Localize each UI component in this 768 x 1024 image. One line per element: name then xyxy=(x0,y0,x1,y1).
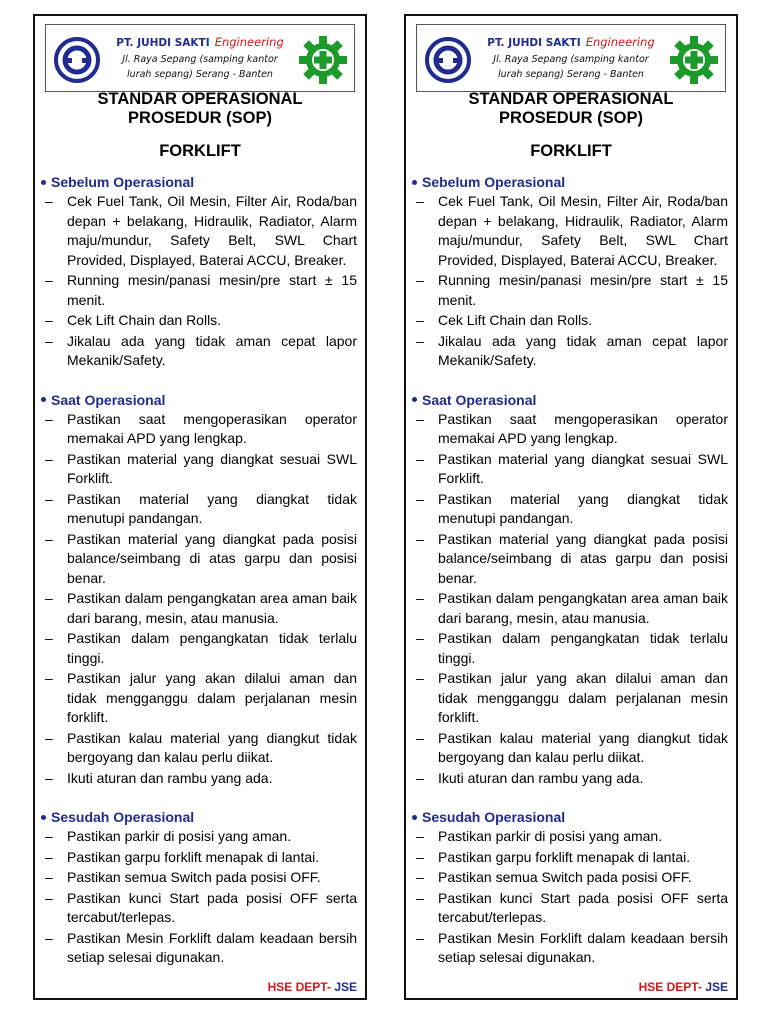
company-title xyxy=(477,31,665,50)
title-line-1: STANDAR OPERASIONAL xyxy=(97,90,303,108)
list-item xyxy=(406,629,736,668)
section-heading xyxy=(35,807,365,827)
section-before-operation xyxy=(406,172,736,371)
document-subtitle: FORKLIFT xyxy=(530,142,612,160)
company-address xyxy=(477,52,665,82)
address-line-2: lurah sepang) Serang - Banten xyxy=(127,69,273,80)
item-text: Pastikan dalam pengangkatan area aman baik dari barang, mesin, atau manusia. xyxy=(438,590,728,626)
item-text: Pastikan garpu forklift menapak di lantai. xyxy=(67,848,320,865)
item-text: Pastikan semua Switch pada posisi OFF. xyxy=(67,869,321,885)
list-item xyxy=(35,410,365,449)
item-text: Running mesin/panasi mesin/pre start ± 15 menit. xyxy=(438,272,728,308)
footer-dept: HSE DEPT xyxy=(267,980,327,994)
section-title-text: Sesudah Operasional xyxy=(422,809,566,825)
item-text: Pastikan dalam pengangkatan tidak terlalu tinggi. xyxy=(438,630,728,666)
item-text: Pastikan kunci Start pada posisi OFF serta tercabut/terlepas. xyxy=(67,889,357,925)
list-item xyxy=(406,450,736,489)
list-item xyxy=(406,669,736,728)
dash-icon: – xyxy=(416,889,424,906)
dash-icon: – xyxy=(45,670,53,686)
item-text: Pastikan Mesin Forklift dalam keadaan bersih setiap selesai digunakan. xyxy=(67,929,357,965)
item-text: Pastikan kalau material yang diangkut tidak bergoyang dan kalau perlu diikat. xyxy=(67,729,357,765)
list-item xyxy=(35,192,365,270)
dash-icon: – xyxy=(416,828,424,844)
company-emblem-icon xyxy=(54,37,100,83)
dash-icon: – xyxy=(45,630,53,646)
section-after-operation xyxy=(406,807,736,968)
section-during-operation xyxy=(35,390,365,789)
list-item xyxy=(35,450,365,489)
section-title-text: Saat Operasional xyxy=(51,391,166,408)
company-emblem-icon xyxy=(425,37,471,83)
card-header xyxy=(45,24,355,92)
dash-icon: – xyxy=(416,769,424,786)
title-line-1: STANDAR OPERASIONAL xyxy=(468,90,674,108)
dash-icon: – xyxy=(45,332,53,349)
list-item xyxy=(406,490,736,529)
list-item xyxy=(35,629,365,668)
list-item xyxy=(406,410,736,449)
list-item xyxy=(406,848,736,868)
footer-dept: HSE DEPT xyxy=(638,980,698,994)
dash-icon: – xyxy=(416,272,424,288)
section-after-operation xyxy=(35,807,365,968)
item-text: Cek Lift Chain dan Rolls. xyxy=(438,312,593,328)
dash-icon: – xyxy=(416,670,424,686)
item-text: Jikalau ada yang tidak aman cepat lapor Mekanik/Safety. xyxy=(438,332,728,368)
list-item xyxy=(35,929,365,968)
dash-icon: – xyxy=(416,312,424,328)
list-item xyxy=(35,311,365,331)
bullet-icon xyxy=(41,815,46,820)
item-text: Pastikan material yang diangkat tidak menutupi pandangan. xyxy=(438,490,728,526)
dash-icon: – xyxy=(45,729,53,746)
list-item xyxy=(35,669,365,728)
dash-icon: – xyxy=(416,490,424,507)
dash-icon: – xyxy=(416,848,424,865)
address-line-2: lurah sepang) Serang - Banten xyxy=(498,69,644,80)
company-suffix: Engineering xyxy=(585,35,655,49)
sop-card-left xyxy=(33,14,367,1000)
list-item xyxy=(35,848,365,868)
address-line-1: Jl. Raya Sepang (samping kantor xyxy=(493,54,649,65)
dash-icon: – xyxy=(416,410,424,427)
item-text: Pastikan jalur yang akan dilalui aman dan tidak mengganggu dalam perjalanan mesin forklift. xyxy=(67,670,357,725)
title-line-2: PROSEDUR (SOP) xyxy=(499,109,643,127)
dash-icon: – xyxy=(416,450,424,467)
list-item xyxy=(406,889,736,928)
section-heading xyxy=(406,172,736,192)
list-item xyxy=(35,490,365,529)
section-heading xyxy=(35,172,365,192)
section-title-text: Sebelum Operasional xyxy=(51,174,195,190)
company-block xyxy=(106,31,294,82)
section-heading xyxy=(406,390,736,410)
bullet-icon xyxy=(41,180,46,185)
list-item xyxy=(35,530,365,589)
sop-card-right xyxy=(404,14,738,1000)
list-item xyxy=(35,868,365,888)
dash-icon: – xyxy=(45,869,53,885)
dash-icon: – xyxy=(416,590,424,606)
address-line-1: Jl. Raya Sepang (samping kantor xyxy=(122,54,278,65)
bullet-icon xyxy=(412,397,417,402)
list-item xyxy=(406,332,736,371)
company-name: PT. JUHDI SAKTI xyxy=(487,37,581,49)
footer-org: JSE xyxy=(705,980,728,994)
dash-icon: – xyxy=(416,630,424,646)
item-text: Pastikan saat mengoperasikan operator memakai APD yang lengkap. xyxy=(438,410,728,446)
list-item xyxy=(406,271,736,310)
list-item xyxy=(406,769,736,789)
list-item xyxy=(406,589,736,628)
item-text: Pastikan garpu forklift menapak di lantai. xyxy=(438,848,691,865)
dash-icon: – xyxy=(416,729,424,746)
company-title xyxy=(106,31,294,50)
list-item xyxy=(406,192,736,270)
item-text: Pastikan jalur yang akan dilalui aman dan tidak mengganggu dalam perjalanan mesin forklift. xyxy=(438,670,728,725)
dash-icon: – xyxy=(45,450,53,467)
dash-icon: – xyxy=(45,272,53,288)
dash-icon: – xyxy=(416,332,424,349)
footer-org: JSE xyxy=(334,980,357,994)
list-item xyxy=(35,889,365,928)
item-text: Pastikan saat mengoperasikan operator memakai APD yang lengkap. xyxy=(67,410,357,446)
item-text: Pastikan parkir di posisi yang aman. xyxy=(67,828,292,844)
item-text: Pastikan material yang diangkat sesuai SWL Forklift. xyxy=(67,450,357,486)
item-text: Running mesin/panasi mesin/pre start ± 15 menit. xyxy=(67,272,357,308)
section-during-operation xyxy=(406,390,736,789)
card-header xyxy=(416,24,726,92)
list-item xyxy=(406,929,736,968)
item-text: Pastikan semua Switch pada posisi OFF. xyxy=(438,869,692,885)
dash-icon: – xyxy=(416,929,424,946)
list-item xyxy=(35,769,365,789)
item-text: Pastikan material yang diangkat pada posisi balance/seimbang di atas garpu dan posisi benar. xyxy=(67,530,357,586)
dash-icon: – xyxy=(45,828,53,844)
bullet-icon xyxy=(41,397,46,402)
bullet-icon xyxy=(412,815,417,820)
dash-icon: – xyxy=(45,193,53,209)
sop-sections xyxy=(406,172,736,987)
dash-icon: – xyxy=(45,410,53,427)
section-title-text: Saat Operasional xyxy=(422,391,537,408)
list-item xyxy=(35,332,365,371)
dash-icon: – xyxy=(416,530,424,547)
list-item xyxy=(406,530,736,589)
dash-icon: – xyxy=(45,889,53,906)
title-line-2: PROSEDUR (SOP) xyxy=(128,109,272,127)
dash-icon: – xyxy=(45,929,53,946)
item-text: Cek Fuel Tank, Oil Mesin, Filter Air, Roda/ban depan + belakang, Hidraulik, Radiator, Alarm maju/mundur, Safety Belt, SWL Chart Provided, Displayed, Baterai ACCU, Breaker. xyxy=(67,193,357,268)
item-text: Pastikan kunci Start pada posisi OFF serta tercabut/terlepas. xyxy=(438,889,728,925)
item-text: Cek Lift Chain dan Rolls. xyxy=(67,312,222,328)
dash-icon: – xyxy=(45,769,53,786)
item-text: Pastikan dalam pengangkatan area aman baik dari barang, mesin, atau manusia. xyxy=(67,590,357,626)
section-heading xyxy=(406,807,736,827)
item-text: Pastikan material yang diangkat sesuai SWL Forklift. xyxy=(438,450,728,486)
item-text: Pastikan kalau material yang diangkut tidak bergoyang dan kalau perlu diikat. xyxy=(438,729,728,765)
company-block xyxy=(477,31,665,82)
item-text: Pastikan material yang diangkat pada posisi balance/seimbang di atas garpu dan posisi benar. xyxy=(438,530,728,586)
list-item xyxy=(35,589,365,628)
item-text: Pastikan dalam pengangkatan tidak terlalu tinggi. xyxy=(67,630,357,666)
dash-icon: – xyxy=(45,590,53,606)
list-item xyxy=(35,827,365,847)
dash-icon: – xyxy=(416,869,424,885)
item-text: Jikalau ada yang tidak aman cepat lapor Mekanik/Safety. xyxy=(67,332,357,368)
list-item xyxy=(406,729,736,768)
list-item xyxy=(406,868,736,888)
safety-gear-cross-icon xyxy=(669,35,719,85)
item-text: Ikuti aturan dan rambu yang ada. xyxy=(438,769,644,786)
dash-icon: – xyxy=(45,530,53,547)
item-text: Pastikan Mesin Forklift dalam keadaan bersih setiap selesai digunakan. xyxy=(438,929,728,965)
item-text: Cek Fuel Tank, Oil Mesin, Filter Air, Roda/ban depan + belakang, Hidraulik, Radiator, Alarm maju/mundur, Safety Belt, SWL Chart Provided, Displayed, Baterai ACCU, Breaker. xyxy=(438,193,728,268)
list-item xyxy=(406,311,736,331)
section-title-text: Sebelum Operasional xyxy=(422,174,566,190)
company-name: PT. JUHDI SAKTI xyxy=(116,37,210,49)
section-heading xyxy=(35,390,365,410)
company-address xyxy=(106,52,294,82)
footer-separator: - xyxy=(326,980,331,994)
list-item xyxy=(35,729,365,768)
company-suffix: Engineering xyxy=(214,35,284,49)
section-before-operation xyxy=(35,172,365,371)
footer-credit xyxy=(268,980,357,994)
footer-credit xyxy=(639,980,728,994)
bullet-icon xyxy=(412,180,417,185)
dash-icon: – xyxy=(45,848,53,865)
item-text: Pastikan material yang diangkat tidak menutupi pandangan. xyxy=(67,490,357,526)
dash-icon: – xyxy=(45,490,53,507)
dash-icon: – xyxy=(45,312,53,328)
dash-icon: – xyxy=(416,193,424,209)
safety-gear-cross-icon xyxy=(298,35,348,85)
section-title-text: Sesudah Operasional xyxy=(51,809,195,825)
sop-sections xyxy=(35,172,365,987)
item-text: Ikuti aturan dan rambu yang ada. xyxy=(67,769,273,786)
footer-separator: - xyxy=(697,980,702,994)
document-title xyxy=(35,90,365,128)
document-subtitle: FORKLIFT xyxy=(159,142,241,160)
list-item xyxy=(35,271,365,310)
item-text: Pastikan parkir di posisi yang aman. xyxy=(438,828,663,844)
list-item xyxy=(406,827,736,847)
document-title xyxy=(406,90,736,128)
